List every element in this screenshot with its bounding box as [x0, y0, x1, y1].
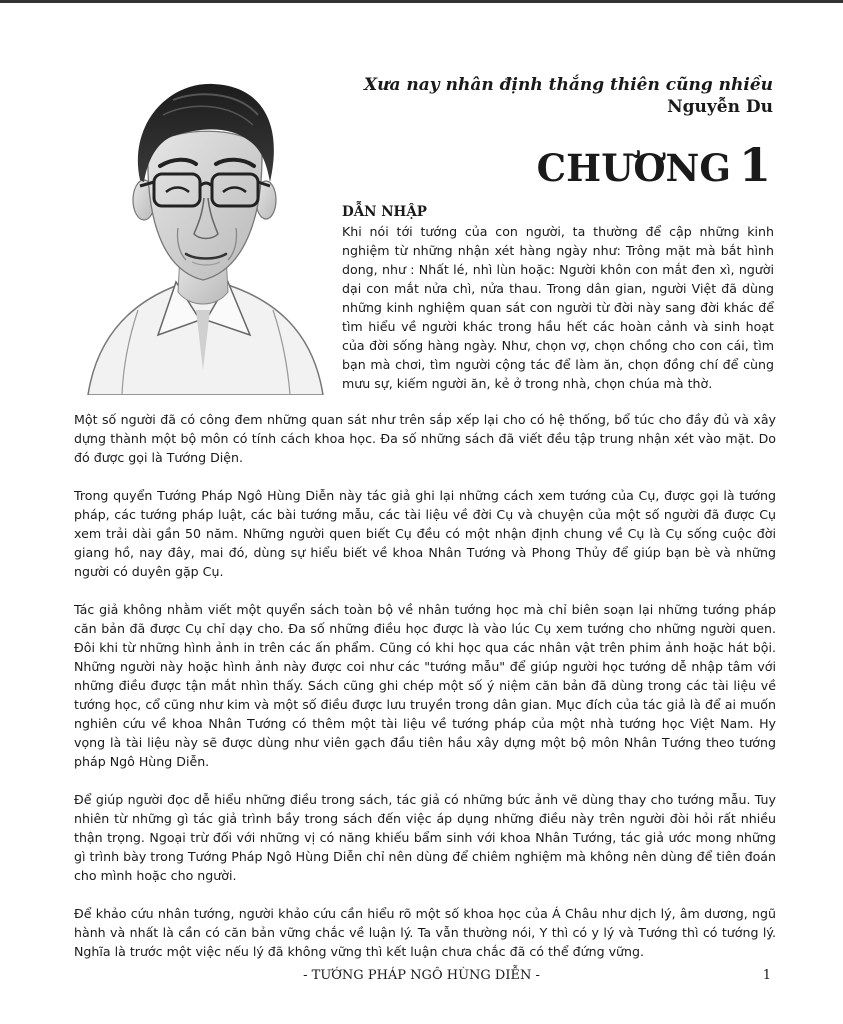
page-number: 1: [762, 968, 771, 983]
top-rule: [0, 0, 843, 3]
footer-title: - TƯỚNG PHÁP NGÔ HÙNG DIỄN -: [303, 968, 540, 983]
body-paragraph: Để khảo cứu nhân tướng, người khảo cứu cần hiểu rõ một số khoa học của Á Châu như dịch lý, âm dương, ngũ hành và nhất là cần có căn bản vững chắc về luận lý. Ta vẫn thường nói, Y thì có y lý và Tướng thì có tướng lý. Nghĩa là trước một việc nếu lý đã không vững thì kết luận chưa chắc đã có thể đứng vững.: [74, 906, 776, 959]
intro-heading: DẪN NHẬP: [342, 204, 427, 220]
chapter-number: 1: [738, 138, 771, 192]
body-paragraph: Một số người đã có công đem những quan sát như trên sắp xếp lại cho có hệ thống, bổ túc cho đầy đủ và xây dựng thành một bộ môn có tính cách khoa học. Đa số những sách đã viết đều tập trung nhận xét vào mặt. Do đó được gọi là Tướng Diện.: [74, 412, 776, 465]
body-text: [74, 410, 776, 980]
author-portrait: [78, 70, 328, 395]
intro-section: [342, 203, 774, 393]
page-footer: [0, 968, 843, 988]
body-paragraph: Để giúp người đọc dễ hiểu những điều trong sách, tác giả có những bức ảnh vẽ dùng thay cho tướng mẫu. Tuy nhiên từ những gì tác giả trình bầy trong sách đến việc áp dụng những điều này trên người đòi hỏi rất nhiều thận trọng. Ngoại trừ đối với những vị có năng khiếu bẩm sinh với khoa Nhân Tướng, tác giả ước mong những gì trình bày trong Tướng Pháp Ngô Hùng Diễn chỉ nên dùng để chiêm nghiệm mà không nên dùng để tiên đoán cho mình hoặc cho người.: [74, 792, 776, 883]
epigraph-quote: Xưa nay nhân định thắng thiên cũng nhiều: [363, 75, 773, 95]
intro-paragraph: Khi nói tới tướng của con người, ta thường để cập những kinh nghiệm từ những nhận xét hàng ngày như: Trông mặt mà bắt hình dong, như : Nhất lé, nhì lùn hoặc: Người khôn con mắt đen xì, người dại con mắt nửa chì, nửa thau. Trong dân gian, người Việt đã dùng những kinh nghiệm quan sát con người từ đời này sang đời khác để tìm hiểu về người khác trong hầu hết các hoàn cảnh và sinh hoạt của đời sống hàng ngày. Như, chọn vợ, chọn chồng cho con cái, tìm bạn mà chơi, tìm người cộng tác để làm ăn, chọn đồng chí để cùng mưu sự, kiếm người ăn, kẻ ở trong nhà, chọn chúa mà thờ.: [342, 224, 774, 391]
epigraph-author: Nguyễn Du: [667, 97, 773, 117]
body-paragraph: Trong quyển Tướng Pháp Ngô Hùng Diễn này tác giả ghi lại những cách xem tướng của Cụ, được gọi là tướng pháp, các tướng pháp luật, các bài tướng mẫu, các tài liệu về đời Cụ và chuyện của một số người đã được Cụ xem trải dài gần 50 năm. Những người quen biết Cụ đều có một nhận định chung về Cụ là Cụ sống cuộc đời giang hồ, nay đây, mai đó, dùng sự hiểu biết về khoa Nhân Tướng và Phong Thủy để giúp bạn bè và những người có duyên gặp Cụ.: [74, 488, 776, 579]
chapter-word: CHƯƠNG: [536, 146, 731, 190]
body-paragraph: Tác giả không nhằm viết một quyển sách toàn bộ về nhân tướng học mà chỉ biên soạn lại những tướng pháp căn bản đã được Cụ chỉ dạy cho. Đa số những điều học được là vào lúc Cụ xem tướng cho những người quen. Đôi khi từ những hình ảnh in trên các ấn phẩm. Cũng có khi học qua các nhân vật trên phim ảnh hoặc hát bội. Những người này hoặc hình ảnh này được coi như các "tướng mẫu" để giúp người học tướng dễ nhập tâm với những điều được tận mắt nhìn thấy. Sách cũng ghi chép một số ý niệm căn bản đã dùng trong các tài liệu về tướng học, cổ cũng như kim và một số điều được lưu truyền trong dân gian. Mục đích của tác giả là để ai muốn nghiên cứu về khoa Nhân Tướng có thêm một tài liệu về tướng pháp của một nhà tướng học Việt Nam. Hy vọng là tài liệu này sẽ được dùng như viên gạch đầu tiên hầu xây dựng một bộ môn Nhân Tướng theo tướng pháp Ngô Hùng Diễn.: [74, 602, 776, 769]
chapter-heading: [537, 138, 771, 192]
epigraph: [364, 74, 773, 118]
